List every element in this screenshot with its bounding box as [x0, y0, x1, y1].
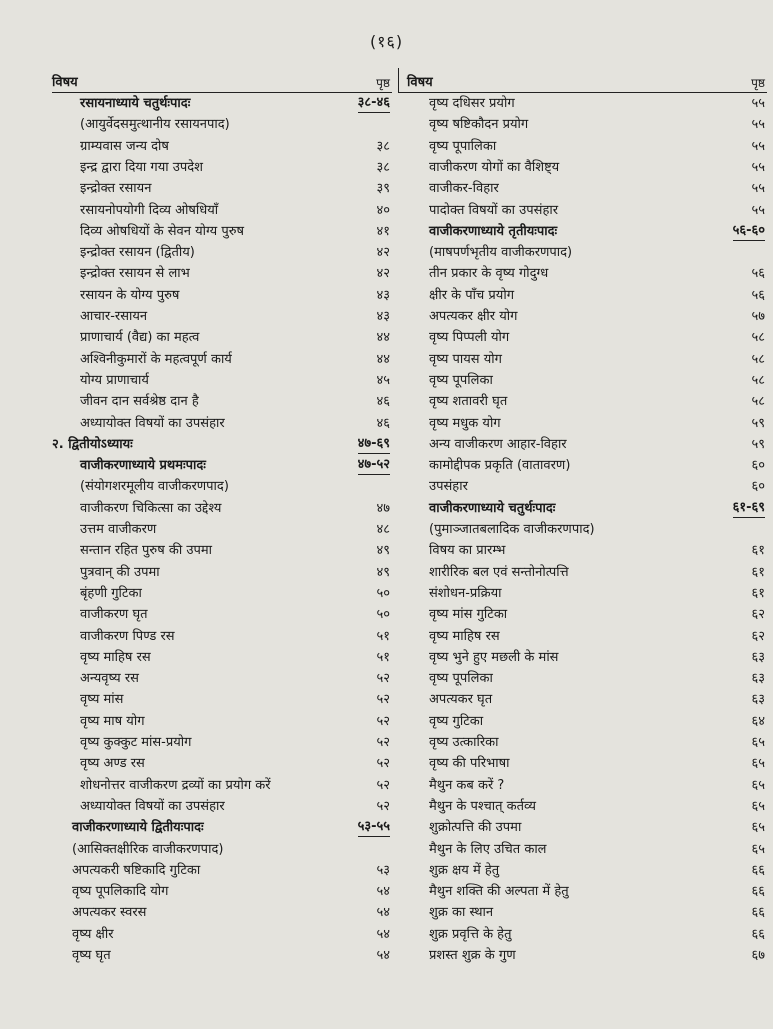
toc-entry — [399, 328, 767, 348]
toc-entry — [52, 840, 392, 860]
toc-entry — [52, 371, 392, 391]
toc-entry — [52, 328, 392, 348]
header-subject-label: विषय — [52, 75, 78, 90]
toc-entry — [52, 137, 392, 157]
toc-entry-page: ६१ — [751, 564, 765, 580]
toc-entry-title: वाजीकरणाध्याये तृतीयःपादः — [429, 223, 558, 239]
toc-entry-title: शुक्र क्षय में हेतु — [429, 862, 500, 878]
toc-entry — [399, 264, 767, 284]
toc-entry-title: वृष्य पूपालिका — [429, 138, 497, 154]
toc-entry-title: वृष्य मांस — [80, 692, 124, 708]
toc-entry-title: अपत्यकर क्षीर योग — [429, 309, 518, 324]
toc-entry-page: ६२ — [751, 628, 765, 644]
toc-entry-page: ६६ — [751, 926, 765, 942]
toc-entry-title: तीन प्रकार के वृष्य गोदुग्ध — [429, 266, 549, 282]
toc-entry — [399, 861, 767, 881]
toc-entry-page: ४२ — [376, 266, 390, 282]
toc-entry — [52, 520, 392, 540]
toc-entry-page: ६५ — [751, 841, 765, 857]
toc-entry-title: अध्यायोक्त विषयों का उपसंहार — [80, 415, 225, 431]
toc-entry-title: उत्तम वाजीकरण — [80, 522, 157, 537]
toc-entry — [399, 541, 767, 561]
toc-entry — [52, 946, 392, 966]
toc-entry-title: शोधनोत्तर वाजीकरण द्रव्यों का प्रयोग करें — [80, 777, 271, 793]
toc-entry-page: ५१ — [376, 649, 390, 665]
toc-entry-title: वृष्य पिप्पली योग — [429, 330, 510, 346]
toc-entry-page: ५२ — [376, 798, 390, 814]
toc-entry — [52, 669, 392, 689]
toc-entry — [52, 307, 392, 327]
toc-entry-title: वृष्य मधुक योग — [429, 415, 501, 431]
toc-entry — [399, 818, 767, 838]
toc-entry-title: मैथुन शक्ति की अल्पता में हेतु — [429, 884, 569, 900]
toc-entry-title: पादोक्त विषयों का उपसंहार — [429, 202, 559, 218]
toc-entry-page: ५६-६० — [733, 222, 765, 241]
toc-entry-title: वृष्य दधिसर प्रयोग — [429, 96, 515, 111]
header-page-label: पृष्ठ — [751, 76, 765, 90]
toc-entry-title: इन्द्रोक्त रसायन (द्वितीय) — [80, 245, 195, 261]
toc-entry — [399, 94, 767, 114]
toc-entry-title: वृष्य उत्कारिका — [429, 735, 499, 750]
toc-entry-title: इन्द्रोक्त रसायन — [80, 181, 152, 197]
toc-entry-page: ४७-५२ — [358, 456, 390, 475]
toc-entry-title: मैथुन कब करें ? — [429, 777, 505, 793]
toc-entry-title: (आयुर्वेदसमुत्थानीय रसायनपाद) — [80, 117, 230, 133]
toc-entry-page: ५२ — [376, 713, 390, 729]
toc-entry-title: (पुमाञ्जातबलादिक वाजीकरणपाद) — [429, 522, 595, 537]
toc-entry-title: अपत्यकरी षष्टिकादि गुटिका — [72, 862, 201, 878]
toc-entry-page: ५२ — [376, 735, 390, 750]
toc-entry — [52, 925, 392, 945]
toc-entry — [52, 477, 392, 497]
toc-entry — [399, 712, 767, 732]
toc-entry-page: ४९ — [376, 564, 390, 580]
toc-entry-page: ४३ — [376, 287, 390, 303]
toc-entry — [52, 648, 392, 668]
toc-entry-title: रसायनाध्याये चतुर्थःपादः — [80, 96, 191, 111]
toc-entry — [52, 903, 392, 923]
toc-entry-page: ६० — [751, 458, 765, 474]
toc-entry — [52, 499, 392, 519]
toc-entry-page: ५८ — [751, 351, 765, 367]
toc-entry-page: ६५ — [751, 798, 765, 814]
toc-entry-title: वृष्य पूपलिका — [429, 671, 493, 687]
toc-entry — [399, 648, 767, 668]
toc-entry-page: ४७-६९ — [358, 435, 390, 454]
toc-entry-title: रसायनोपयोगी दिव्य ओषधियाँ — [80, 202, 219, 218]
toc-entry-title: इन्द्रोक्त रसायन से लाभ — [80, 266, 190, 282]
toc-entry-title: इन्द्र द्वारा दिया गया उपदेश — [80, 159, 204, 175]
toc-entry-title: वृष्य मांस गुटिका — [429, 607, 508, 623]
toc-section-heading — [52, 94, 392, 114]
toc-entry-title: प्राणाचार्य (वैद्य) का महत्व — [80, 330, 200, 346]
toc-entry — [399, 690, 767, 710]
header-subject-label: विषय — [407, 75, 433, 90]
page-number: (१६) — [369, 32, 404, 51]
toc-entry — [399, 946, 767, 966]
toc-entry — [399, 350, 767, 370]
toc-entry-page: ४६ — [376, 394, 390, 410]
toc-entry-title: (माषपर्णभृतीय वाजीकरणपाद) — [429, 245, 573, 261]
toc-entry — [52, 222, 392, 242]
toc-entry-title: वाजीकरणाध्याये द्वितीयःपादः — [72, 820, 204, 836]
toc-entry-title: अपत्यकर स्वरस — [72, 905, 147, 921]
toc-entry — [52, 414, 392, 434]
toc-entry — [399, 903, 767, 923]
toc-entry — [52, 733, 392, 753]
toc-entry-page: ६५ — [751, 756, 765, 772]
toc-entry-title: ग्राम्यवास जन्य दोष — [80, 138, 169, 154]
toc-entry — [399, 392, 767, 412]
toc-entry-page: ४८ — [376, 522, 390, 537]
toc-entry-title: वृष्य क्षीर — [72, 926, 114, 942]
toc-entry-page: ५३ — [376, 862, 390, 878]
toc-entry-page: ४६ — [376, 415, 390, 431]
toc-entry — [399, 563, 767, 583]
toc-entry-page: ५५ — [751, 117, 765, 133]
toc-entry — [52, 627, 392, 647]
toc-entry-page: ५० — [376, 585, 390, 601]
toc-entry-page: ५८ — [751, 330, 765, 346]
toc-entry — [52, 690, 392, 710]
toc-entry-page: ५२ — [376, 671, 390, 687]
toc-entry — [52, 350, 392, 370]
toc-entry-page: ६१ — [751, 543, 765, 559]
toc-entry-page: ५५ — [751, 96, 765, 111]
toc-entry-title: दिव्य ओषधियों के सेवन योग्य पुरुष — [80, 223, 244, 239]
toc-entry — [399, 754, 767, 774]
toc-entry-page: ५४ — [376, 948, 390, 963]
toc-entry — [52, 201, 392, 221]
toc-section-heading — [52, 818, 392, 838]
toc-entry-title: अध्यायोक्त विषयों का उपसंहार — [80, 798, 225, 814]
toc-entry — [52, 286, 392, 306]
toc-left-column — [52, 68, 392, 963]
toc-entry-title: अश्विनीकुमारों के महत्वपूर्ण कार्य — [80, 351, 232, 367]
toc-entry-page: ३८ — [376, 138, 390, 154]
toc-entry — [52, 797, 392, 817]
toc-entry-title: प्रशस्त शुक्र के गुण — [429, 948, 516, 963]
toc-entry-title: मैथुन के पश्चात् कर्तव्य — [429, 798, 536, 814]
toc-entry — [52, 882, 392, 902]
toc-entry-title: वृष्य माहिष रस — [80, 649, 151, 665]
toc-entry-title: अपत्यकर घृत — [429, 692, 493, 708]
toc-entry — [399, 840, 767, 860]
toc-entry-page: ४२ — [376, 245, 390, 261]
toc-entry-page: ५९ — [751, 436, 765, 452]
toc-entry — [399, 115, 767, 135]
toc-entry — [52, 605, 392, 625]
toc-entry — [52, 776, 392, 796]
toc-entry-page: ५८ — [751, 372, 765, 388]
toc-entry-page: ४४ — [376, 330, 390, 346]
toc-entry-page: ४१ — [376, 223, 390, 239]
toc-left-header — [52, 68, 392, 93]
toc-entry-title: वृष्य घृत — [72, 948, 111, 963]
toc-entry-title: वृष्य षष्टिकौदन प्रयोग — [429, 117, 529, 133]
toc-entry-title: (संयोगशरमूलीय वाजीकरणपाद) — [80, 479, 229, 495]
toc-entry — [399, 435, 767, 455]
toc-entry-page: ३८ — [376, 159, 390, 175]
toc-entry-title: वृष्य की परिभाषा — [429, 756, 510, 772]
toc-entry-page: ६१ — [751, 585, 765, 601]
toc-entry — [399, 925, 767, 945]
toc-entry-title: शारीरिक बल एवं सन्तोनोत्पत्ति — [429, 564, 569, 580]
toc-entry-title: वृष्य भुने हुए मछली के मांस — [429, 649, 559, 665]
toc-entry-page: ६१-६९ — [733, 499, 765, 518]
toc-entry-title: वाजीकरणाध्याये चतुर्थःपादः — [429, 500, 556, 516]
toc-entry — [52, 264, 392, 284]
toc-entry-page: ४९ — [376, 543, 390, 559]
toc-entry-page: ६७ — [751, 948, 765, 963]
toc-entry-page: ५६ — [751, 287, 765, 303]
toc-entry-title: बृंहणी गुटिका — [80, 585, 142, 601]
toc-entry — [399, 456, 767, 476]
toc-entry — [52, 754, 392, 774]
toc-entry — [399, 733, 767, 753]
toc-entry — [399, 371, 767, 391]
toc-entry-title: वृष्य पूपलिकादि योग — [72, 884, 169, 900]
toc-entry-page: ६३ — [751, 671, 765, 687]
toc-entry — [399, 286, 767, 306]
toc-entry-page: ३८-४६ — [358, 94, 390, 113]
toc-entry — [52, 158, 392, 178]
toc-entry-page: ५९ — [751, 415, 765, 431]
toc-entry-title: सन्तान रहित पुरुष की उपमा — [80, 543, 212, 559]
toc-entry — [52, 563, 392, 583]
toc-entry — [399, 414, 767, 434]
toc-entry — [52, 115, 392, 135]
toc-entry-title: पुत्रवान् की उपमा — [80, 564, 160, 580]
toc-entry-page: ४३ — [376, 309, 390, 324]
toc-entry-page: ५५ — [751, 181, 765, 197]
toc-entry-title: अन्य वाजीकरण आहार-विहार — [429, 436, 567, 452]
toc-entry — [399, 307, 767, 327]
toc-chapter-heading — [52, 435, 392, 455]
toc-entry-title: वाजीकरण पिण्ड रस — [80, 628, 175, 644]
toc-entry-page: ५२ — [376, 756, 390, 772]
toc-entry — [52, 243, 392, 263]
toc-right-column — [398, 68, 767, 963]
toc-entry-page: ५३-५५ — [358, 818, 390, 837]
toc-entry-title: शुक्र प्रवृत्ति के हेतु — [429, 926, 512, 942]
toc-entry-page: ५४ — [376, 926, 390, 942]
toc-entry-page: ५४ — [376, 884, 390, 900]
toc-entry — [399, 584, 767, 604]
toc-entry-title: वृष्य कुक्कुट मांस-प्रयोग — [80, 735, 192, 750]
toc-entry-page: ५७ — [751, 309, 765, 324]
toc-entry-title: शुक्रोत्पत्ति की उपमा — [429, 820, 522, 836]
toc-entry-title: आचार-रसायन — [80, 309, 148, 324]
toc-entry-title: वाजीकरण घृत — [80, 607, 148, 623]
toc-entry — [52, 541, 392, 561]
toc-entry — [399, 179, 767, 199]
toc-entry — [399, 627, 767, 647]
toc-entry-title: विषय का प्रारम्भ — [429, 543, 506, 559]
toc-section-heading — [52, 456, 392, 476]
toc-entry-title: वृष्य शतावरी घृत — [429, 394, 508, 410]
toc-entry-page: ६३ — [751, 692, 765, 708]
toc-entry-title: संशोधन-प्रक्रिया — [429, 585, 502, 601]
toc-entry-page: ६५ — [751, 735, 765, 750]
toc-entry-title: शुक्र का स्थान — [429, 905, 494, 921]
toc-entry — [399, 882, 767, 902]
toc-entry-page: ६५ — [751, 777, 765, 793]
toc-entry-page: ४४ — [376, 351, 390, 367]
toc-entry-title: २. द्वितीयोऽध्यायः — [52, 436, 133, 452]
toc-entry-page: ५२ — [376, 777, 390, 793]
toc-entry-title: वाजीकरण चिकित्सा का उद्देश्य — [80, 500, 222, 516]
toc-entry-page: ५० — [376, 607, 390, 623]
toc-entry-page: ५८ — [751, 394, 765, 410]
toc-entry-title: वृष्य माहिष रस — [429, 628, 500, 644]
toc-entry-page: ५४ — [376, 905, 390, 921]
toc-entry-title: वृष्य पूपलिका — [429, 372, 493, 388]
toc-entry — [52, 179, 392, 199]
toc-entry — [399, 605, 767, 625]
toc-entry-title: कामोद्दीपक प्रकृति (वातावरण) — [429, 458, 571, 474]
toc-entry — [399, 520, 767, 540]
toc-entry — [399, 797, 767, 817]
toc-entry-page: ६६ — [751, 905, 765, 921]
toc-entry-title: वृष्य गुटिका — [429, 713, 484, 729]
toc-entry-page: ६३ — [751, 649, 765, 665]
toc-entry-title: अन्यवृष्य रस — [80, 671, 139, 687]
toc-entry-title: वृष्य पायस योग — [429, 351, 502, 367]
toc-entry-page: ४० — [376, 202, 390, 218]
toc-entry-page: ५६ — [751, 266, 765, 282]
toc-entry — [52, 392, 392, 412]
toc-entry — [399, 158, 767, 178]
toc-entry-title: वाजीकरणाध्याये प्रथमःपादः — [80, 458, 206, 474]
toc-entry-page: ६२ — [751, 607, 765, 623]
toc-entry-title: उपसंहार — [429, 479, 468, 495]
toc-entry-page: ५५ — [751, 159, 765, 175]
toc-entry-title: योग्य प्राणाचार्य — [80, 372, 149, 388]
toc-entry-page: ५२ — [376, 692, 390, 708]
toc-entry-page: ५१ — [376, 628, 390, 644]
toc-entry-page: ६४ — [751, 713, 765, 729]
toc-entry-page: ५५ — [751, 138, 765, 154]
toc-entry-title: जीवन दान सर्वश्रेष्ठ दान है — [80, 394, 199, 410]
toc-entry — [399, 201, 767, 221]
toc-entry-page: ६० — [751, 479, 765, 495]
toc-section-heading — [399, 222, 767, 242]
toc-entry-title: रसायन के योग्य पुरुष — [80, 287, 180, 303]
toc-entry — [399, 243, 767, 263]
toc-entry — [399, 776, 767, 796]
toc-entry-title: वाजीकर-विहार — [429, 181, 499, 197]
toc-entry-title: मैथुन के लिए उचित काल — [429, 841, 547, 857]
toc-entry-page: ५५ — [751, 202, 765, 218]
toc-entry-page: ६६ — [751, 884, 765, 900]
toc-entry — [399, 669, 767, 689]
toc-entry-title: वृष्य अण्ड रस — [80, 756, 145, 772]
toc-entry-title: वृष्य माष योग — [80, 713, 145, 729]
toc-entry-page: ३९ — [376, 181, 390, 197]
toc-entry-page: ६६ — [751, 862, 765, 878]
toc-right-header — [399, 68, 767, 93]
toc-entry-title: क्षीर के पाँच प्रयोग — [429, 287, 515, 303]
toc-entry — [52, 861, 392, 881]
toc-entry-title: वाजीकरण योगों का वैशिष्ट्य — [429, 159, 560, 175]
toc-entry — [399, 477, 767, 497]
header-page-label: पृष्ठ — [376, 76, 390, 90]
toc-entry — [52, 712, 392, 732]
toc-entry-page: ६५ — [751, 820, 765, 836]
toc-entry — [52, 584, 392, 604]
toc-entry-page: ४५ — [376, 372, 390, 388]
toc-entry-title: (आसिक्तक्षीरिक वाजीकरणपाद) — [72, 841, 224, 857]
toc-entry-page: ४७ — [376, 500, 390, 516]
toc-section-heading — [399, 499, 767, 519]
toc-entry — [399, 137, 767, 157]
